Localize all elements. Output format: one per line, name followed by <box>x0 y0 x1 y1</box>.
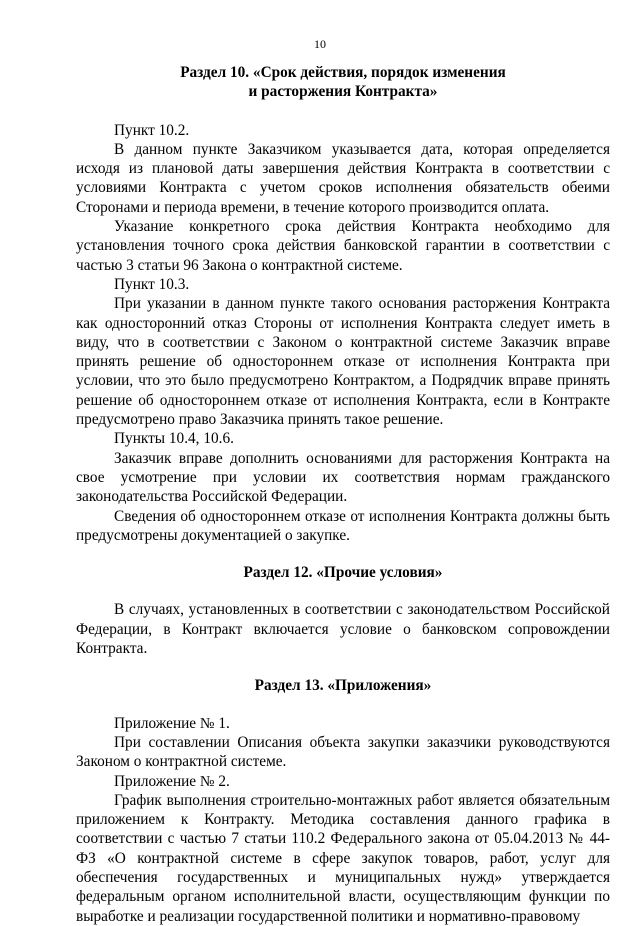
appendix-label-1: Приложение № 1. <box>114 714 230 732</box>
paragraph: В случаях, установленных в соответствии с законодательством Российской Федерации, в Контракт включается условие о банковском сопровождении Контракта. <box>76 601 610 658</box>
paragraph: При указании в данном пункте такого основания расторжения Контракта как односторонний отказ Стороны от исполнения Контракта следует иметь в виду, что в соответствии с Законом о контрактной системе Заказчик вправе принять решение об одностороннем отказе от исполнения Контракта при условии, что это было предусмотрено Контрактом, а Подрядчик вправе принять решение об одностороннем отказе от исполнения Контракта, если в Контракте предусмотрено право Заказчика принять такое решение. <box>76 295 610 429</box>
section-13-heading: Раздел 13. «Приложения» <box>254 677 432 695</box>
section-10-heading <box>76 63 610 102</box>
clause-label-10-2: Пункт 10.2. <box>114 121 190 139</box>
clause-label-10-3: Пункт 10.3. <box>114 275 190 293</box>
paragraph: Заказчик вправе дополнить основаниями для расторжения Контракта на свое усмотрение при условии их соответствия нормам гражданского законодательства Российской Федерации. <box>76 449 610 506</box>
document-body <box>76 63 610 926</box>
paragraph: При составлении Описания объекта закупки заказчики руководствуются Законом о контрактной системе. <box>76 733 610 771</box>
paragraph: Сведения об одностороннем отказе от исполнения Контракта должны быть предусмотрены документацией о закупке. <box>76 507 610 544</box>
paragraph: В данном пункте Заказчиком указывается дата, которая определяется исходя из плановой даты завершения действия Контракта в соответствии с условиями Контракта с учетом сроков исполнения обязательств обеими Сторонами и периода времени, в течение которого производится оплата. <box>76 140 610 216</box>
section-10-title-line-1: Раздел 10. «Срок действия, порядок изменения <box>180 64 506 81</box>
clause-label-10-4-10-6: Пункты 10.4, 10.6. <box>114 430 234 448</box>
section-12-heading: Раздел 12. «Прочие условия» <box>243 564 443 582</box>
page-number: 10 <box>314 37 326 51</box>
paragraph: График выполнения строительно-монтажных работ является обязательным приложением к Контракту. Методика составления данного графика в соответствии с частью 7 статьи 110.2 Федерального закона от 05.04.2013 № 44-ФЗ «О контрактной системе в сфере закупок товаров, работ, услуг для обеспечения государственных и муниципальных нужд» утверждается федеральным органом исполнительной власти, осуществляющим функции по выработке и реализации государственной политики и нормативно-правовому <box>76 791 610 925</box>
paragraph: Указание конкретного срока действия Контракта необходимо для установления точного срока действия банковской гарантии в соответствии с частью 3 статьи 96 Закона о контрактной системе. <box>76 218 610 274</box>
appendix-label-2: Приложение № 2. <box>114 772 230 790</box>
section-10-title-line-2: и расторжения Контракта» <box>248 83 438 101</box>
